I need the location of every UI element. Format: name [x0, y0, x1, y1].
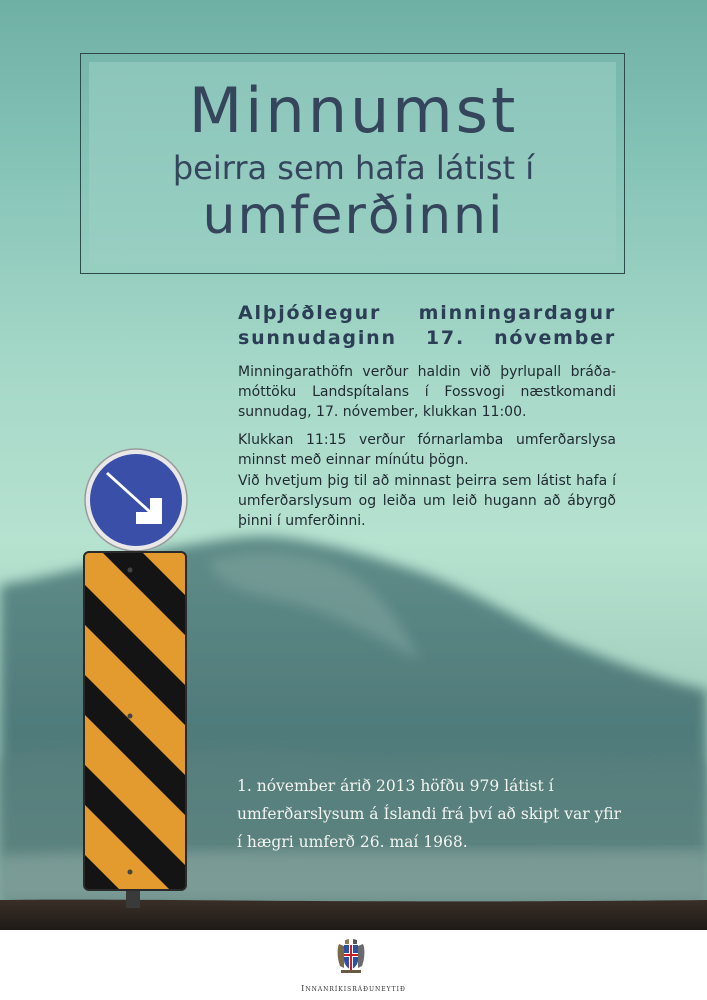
paragraph-silence: Klukkan 11:15 verður fórnarlamba umferðarslysa minnst með einnar mínútu þögn.: [238, 432, 616, 468]
heading-line-1: Alþjóðlegur minningardagur: [238, 302, 616, 324]
heading-line-2: sunnudaginn 17. nóvember: [238, 327, 616, 349]
paragraph-ceremony: Minningarathöfn verður haldin við þyrlupall bráða-móttöku Landspítalans í Fossvogi næstkomandi sunnudag, 17. nóvember, klukkan 11:00.: [238, 364, 616, 420]
paragraph-appeal: Við hvetjum þig til að minnast þeirra sem látist hafa í umferðarslysum og leiða um leið hugann að ábyrgð þinni í umferðinni.: [238, 473, 616, 529]
event-heading: [238, 301, 616, 351]
ministry-name: Innanríkisráðuneytið: [301, 984, 406, 993]
title-line-3: umferðinni: [202, 186, 505, 246]
fatality-statement: 1. nóvember árið 2013 höfðu 979 látist í umferðarslysum á Íslandi frá því að skipt var yfir í hægri umferð 26. maí 1968.: [237, 777, 622, 851]
coat-of-arms-icon: [335, 938, 367, 974]
title-line-2: þeirra sem hafa látist í: [172, 149, 535, 187]
title-line-1: Minnumst: [188, 74, 519, 147]
